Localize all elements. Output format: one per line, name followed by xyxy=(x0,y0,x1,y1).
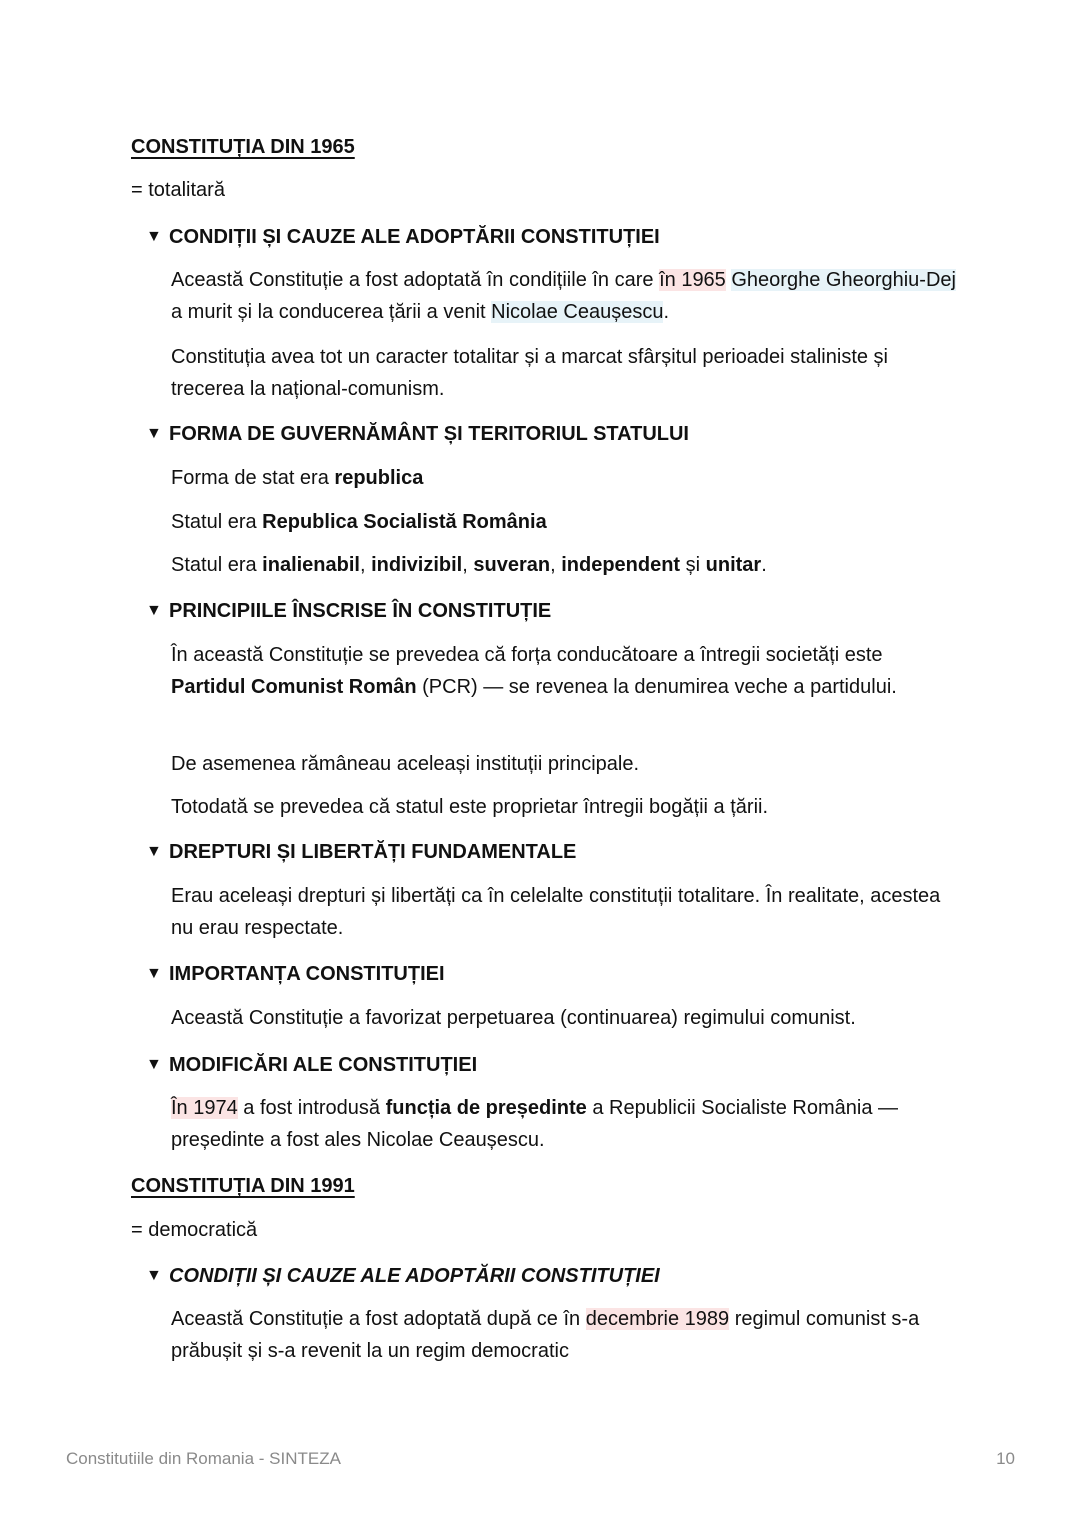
bold-text: independent xyxy=(561,554,681,576)
paragraph xyxy=(171,549,961,581)
toggle-conditii-1991[interactable] xyxy=(146,1264,660,1288)
paragraph: Erau aceleași drepturi și libertăți ca în celelalte constituții totalitare. În realitate, acestea nu erau respectate. xyxy=(171,885,941,939)
highlight-year: În 1974 xyxy=(171,1097,238,1119)
section-title-1965: CONSTITUȚIA DIN 1965 xyxy=(131,136,355,158)
text: Statul era xyxy=(171,554,263,576)
toggle-heading: CONDIȚII ȘI CAUZE ALE ADOPTĂRII CONSTITUȚIEI xyxy=(169,226,660,248)
paragraph xyxy=(171,639,961,703)
text: În această Constituție se prevedea că forța conducătoare a întregii societăți este xyxy=(171,644,883,666)
toggle-heading: DREPTURI ȘI LIBERTĂȚI FUNDAMENTALE xyxy=(169,841,577,863)
text: . xyxy=(761,554,767,576)
text: a murit și la conducerea țării a venit xyxy=(171,301,492,323)
toggle-heading: MODIFICĂRI ALE CONSTITUȚIEI xyxy=(169,1054,478,1076)
text: Statul era xyxy=(171,511,263,533)
text: Această Constituție a fost adoptată după ce în xyxy=(171,1308,586,1330)
section-title-1991: CONSTITUȚIA DIN 1991 xyxy=(131,1175,355,1197)
paragraph: Această Constituție a favorizat perpetuarea (continuarea) regimului comunist. xyxy=(171,1007,856,1029)
paragraph xyxy=(171,506,961,538)
bold-text: Partidul Comunist Român xyxy=(171,676,417,698)
toggle-modificari[interactable] xyxy=(146,1053,477,1077)
highlight-name: Gheorghe Gheorghiu-Dej xyxy=(731,269,956,291)
bold-text: republica xyxy=(334,467,424,489)
paragraph: De asemenea rămâneau aceleași instituții principale. xyxy=(171,753,640,775)
bold-text: suveran xyxy=(473,554,551,576)
bold-text: funcția de președinte xyxy=(385,1097,587,1119)
text: și xyxy=(680,554,706,576)
bold-text: inalienabil xyxy=(262,554,360,576)
highlight-year: în 1965 xyxy=(659,269,726,291)
toggle-importanta[interactable] xyxy=(146,962,445,986)
text: regimul comunist s-a prăbușit și s-a revenit la un regim democratic xyxy=(171,1308,920,1362)
footer-title: Constitutiile din Romania - SINTEZA xyxy=(66,1449,341,1468)
text: , xyxy=(550,554,562,576)
text: , xyxy=(462,554,474,576)
toggle-forma-guvernamant[interactable] xyxy=(146,422,689,446)
toggle-heading: PRINCIPIILE ÎNSCRISE ÎN CONSTITUȚIE xyxy=(169,600,552,622)
bold-text: unitar xyxy=(705,554,762,576)
text: , xyxy=(359,554,372,576)
section-subtitle-1965: = totalitară xyxy=(131,179,225,201)
paragraph xyxy=(171,462,961,494)
toggle-heading: CONDIȚII ȘI CAUZE ALE ADOPTĂRII CONSTITUȚIEI xyxy=(169,1265,660,1287)
triangle-down-icon[interactable]: ▼ xyxy=(146,228,162,245)
toggle-heading: FORMA DE GUVERNĂMÂNT ȘI TERITORIUL STATULUI xyxy=(169,423,689,445)
triangle-down-icon[interactable]: ▼ xyxy=(146,1267,162,1284)
page-number: 10 xyxy=(996,1449,1015,1468)
toggle-heading: IMPORTANȚA CONSTITUȚIEI xyxy=(169,963,445,985)
bold-text: Republica Socialistă România xyxy=(262,511,547,533)
paragraph xyxy=(171,1303,961,1367)
triangle-down-icon[interactable]: ▼ xyxy=(146,425,162,442)
text: a fost introdusă xyxy=(237,1097,386,1119)
text: . xyxy=(663,301,670,323)
highlight-name: Nicolae Ceaușescu xyxy=(491,301,664,323)
section-subtitle-1991: = democratică xyxy=(131,1219,258,1241)
toggle-principii[interactable] xyxy=(146,599,551,623)
text: (PCR) — se revenea la denumirea veche a partidului. xyxy=(416,676,897,698)
paragraph xyxy=(171,1092,961,1156)
paragraph xyxy=(171,264,961,328)
toggle-conditii-1965[interactable] xyxy=(146,225,660,249)
paragraph: Totodată se prevedea că statul este proprietar întregii bogății a țării. xyxy=(171,796,769,818)
highlight-date: decembrie 1989 xyxy=(585,1308,730,1330)
triangle-down-icon[interactable]: ▼ xyxy=(146,843,162,860)
bold-text: indivizibil xyxy=(371,554,463,576)
toggle-drepturi[interactable] xyxy=(146,840,576,864)
text: a Republicii Socialiste România — președinte a fost ales Nicolae Ceaușescu. xyxy=(171,1097,899,1151)
paragraph: Constituția avea tot un caracter totalitar și a marcat sfârșitul perioadei staliniste și trecerea la național-comunism. xyxy=(171,346,888,400)
text: Această Constituție a fost adoptată în condițiile în care xyxy=(171,269,660,291)
text: Forma de stat era xyxy=(171,467,335,489)
triangle-down-icon[interactable]: ▼ xyxy=(146,965,162,982)
triangle-down-icon[interactable]: ▼ xyxy=(146,1056,162,1073)
triangle-down-icon[interactable]: ▼ xyxy=(146,602,162,619)
